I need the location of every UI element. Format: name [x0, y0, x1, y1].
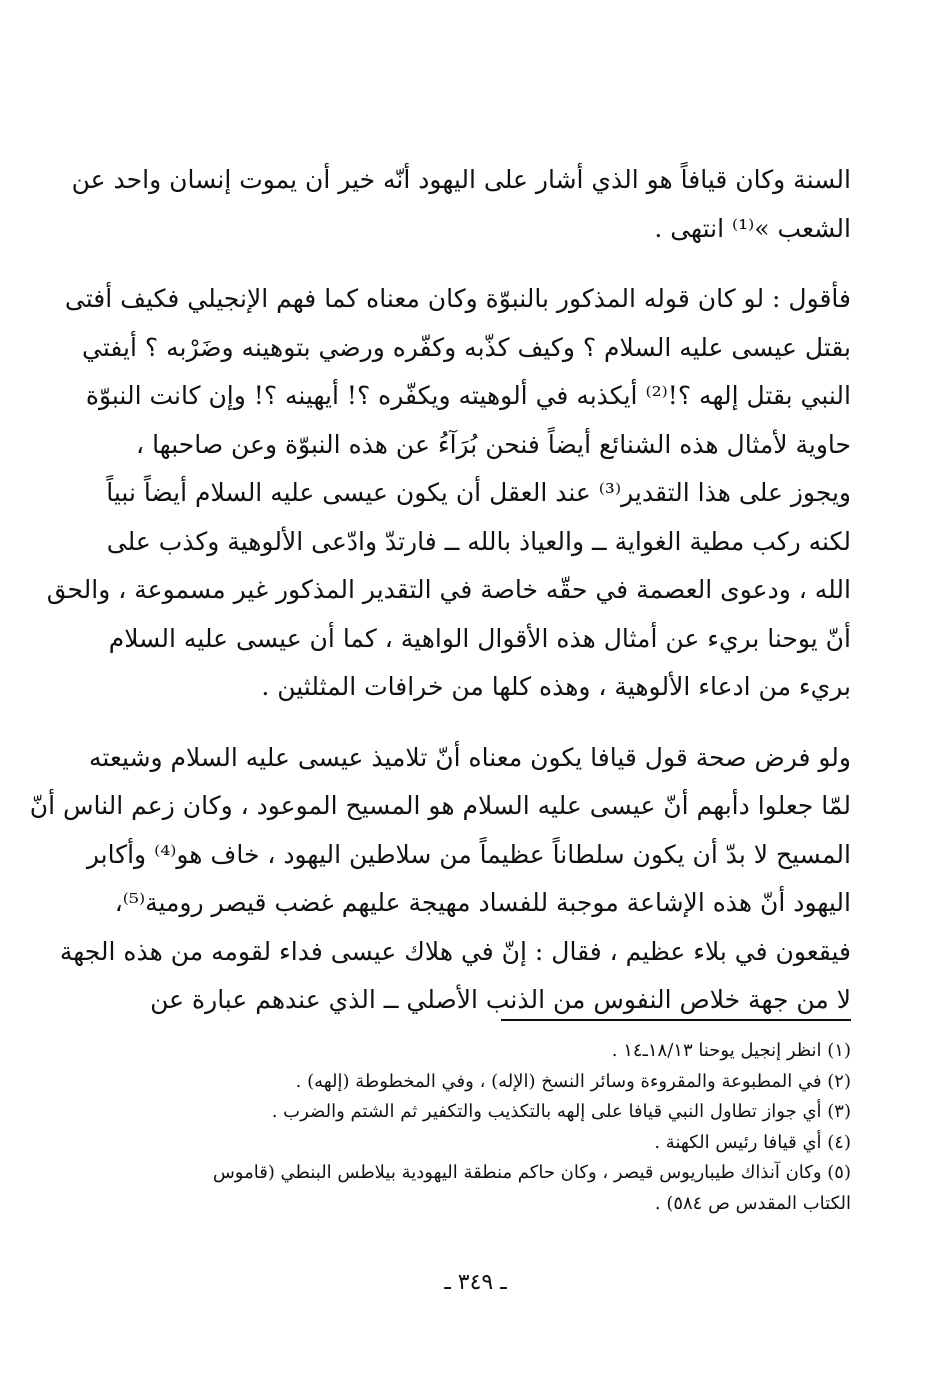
- text-line: ويجوز على هذا التقدير⁽³⁾ عند العقل أن يكون عيسى عليه السلام أيضاً نبياً: [106, 478, 851, 507]
- text-line: السنة وكان قيافاً هو الذي أشار على اليهود أنّه خير أن يموت إنسان واحد عن: [71, 165, 851, 194]
- text-line: بقتل عيسى عليه السلام ؟ وكيف كذّبه وكفّره ورضي بتوهينه وضَرْبه ؟ أيفتي: [82, 332, 851, 362]
- footnote: (٥) وكان آنذاك طيباريوس قيصر ، وكان حاكم منطقة اليهودية بيلاطس البنطي (قاموس: [212, 1162, 851, 1183]
- text-line: ولو فرض صحة قول قيافا يكون معناه أنّ تلاميذ عيسى عليه السلام وشيعته: [89, 742, 851, 772]
- text-line: الله ، ودعوى العصمة في حقّه خاصة في التقدير المذكور غير مسموعة ، والحق: [46, 575, 851, 604]
- text-line: لمّا جعلوا دأبهم أنّ عيسى عليه السلام هو المسيح الموعود ، وكان زعم الناس أنّ: [29, 791, 851, 820]
- footnotes: [131, 1036, 851, 1219]
- text-line: أنّ يوحنا بريء عن أمثال هذه الأقوال الواهية ، كما أن عيسى عليه السلام: [108, 623, 851, 653]
- text-line: حاوية لأمثال هذه الشنائع أيضاً فنحن بُرَآءُ عن هذه النبوّة وعن صاحبها ،: [136, 429, 851, 459]
- text-line: بريء من ادعاء الألوهية ، وهذه كلها من خرافات المثلثين .: [261, 672, 851, 701]
- paragraph: [46, 275, 851, 712]
- text-line: لكنه ركب مطية الغواية ــ والعياذ بالله ــ فارتدّ وادّعى الألوهية وكذب على: [106, 526, 851, 556]
- footnote-separator: [501, 1019, 851, 1021]
- footnote: (٣) أي جواز تطاول النبي قيافا على إلهه بالتكذيب والتكفير ثم الشتم والضرب .: [271, 1101, 851, 1122]
- text-line: لا من جهة خلاص النفوس من الذنب الأصلي ــ الذي عندهم عبارة عن: [150, 985, 851, 1014]
- footnote: (١) انظر إنجيل يوحنا ١٨/١٣ـ١٤ .: [611, 1040, 851, 1061]
- text-line: فيقعون في بلاء عظيم ، فقال : إنّ في هلاك عيسى فداء لقومه من هذه الجهة: [59, 936, 851, 966]
- main-text: [29, 156, 851, 1025]
- text-line: الشعب »⁽¹⁾ انتهى .: [654, 213, 851, 243]
- footnote-continuation: الكتاب المقدس ص ٥٨٤) .: [654, 1192, 851, 1214]
- text-line: فأقول : لو كان قوله المذكور بالنبوّة وكان معناه كما فهم الإنجيلي فكيف أفتى: [64, 284, 851, 313]
- text-line: المسيح لا بدّ أن يكون سلطاناً عظيماً من سلاطين اليهود ، خاف هو⁽⁴⁾ وأكابر: [86, 839, 851, 869]
- footnote: (٤) أي قيافا رئيس الكهنة .: [654, 1131, 851, 1153]
- text-line: النبي بقتل إلهه ؟!⁽²⁾ أيكذبه في ألوهيته ويكفّره ؟! أيهينه ؟! وإن كانت النبوّة: [85, 381, 851, 410]
- paragraph: [29, 734, 851, 1025]
- footnote: (٢) في المطبوعة والمقروءة وسائر النسخ (الإله) ، وفي المخطوطة (إلهه) .: [295, 1070, 851, 1092]
- text-line: اليهود أنّ هذه الإشاعة موجبة للفساد مهيجة عليهم غضب قيصر رومية⁽⁵⁾،: [114, 888, 851, 917]
- page-number: ـ ٣٤٩ ـ: [444, 1270, 507, 1295]
- paragraph: [71, 156, 851, 253]
